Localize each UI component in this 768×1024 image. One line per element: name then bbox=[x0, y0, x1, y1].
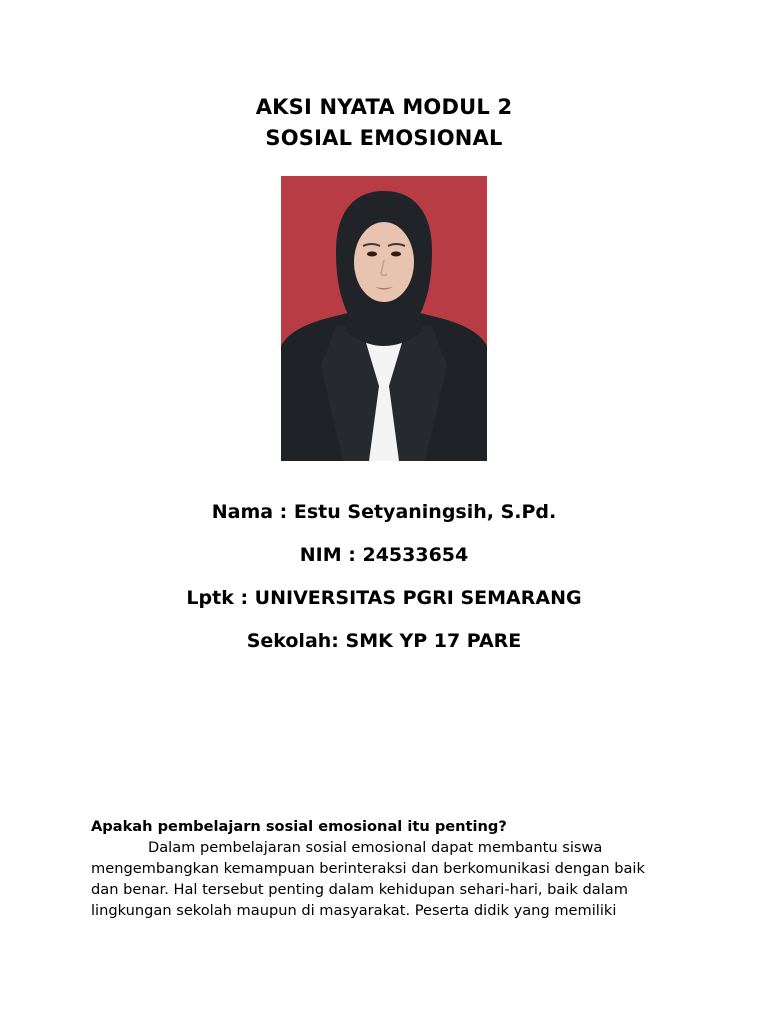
identity-lptk: Lptk : UNIVERSITAS PGRI SEMARANG bbox=[186, 587, 582, 609]
profile-photo bbox=[281, 176, 487, 461]
paragraph-line: Dalam pembelajaran sosial emosional dapat membantu siswa bbox=[148, 839, 603, 856]
paragraph-line: mengembangkan kemampuan berinteraksi dan berkomunikasi dengan baik bbox=[91, 860, 645, 877]
identity-name: Nama : Estu Setyaningsih, S.Pd. bbox=[211, 501, 557, 523]
identity-nim: NIM : 24533654 bbox=[299, 544, 469, 566]
title-line-1: AKSI NYATA MODUL 2 bbox=[255, 95, 513, 119]
title-line-2: SOSIAL EMOSIONAL bbox=[265, 126, 503, 150]
identity-school: Sekolah: SMK YP 17 PARE bbox=[246, 630, 522, 652]
section-question: Apakah pembelajarn sosial emosional itu penting? bbox=[91, 818, 507, 835]
paragraph-line: dan benar. Hal tersebut penting dalam kehidupan sehari-hari, baik dalam bbox=[91, 881, 628, 898]
section-body bbox=[91, 816, 691, 921]
document-title bbox=[0, 92, 768, 154]
paragraph-line: lingkungan sekolah maupun di masyarakat. Peserta didik yang memiliki bbox=[91, 902, 617, 919]
